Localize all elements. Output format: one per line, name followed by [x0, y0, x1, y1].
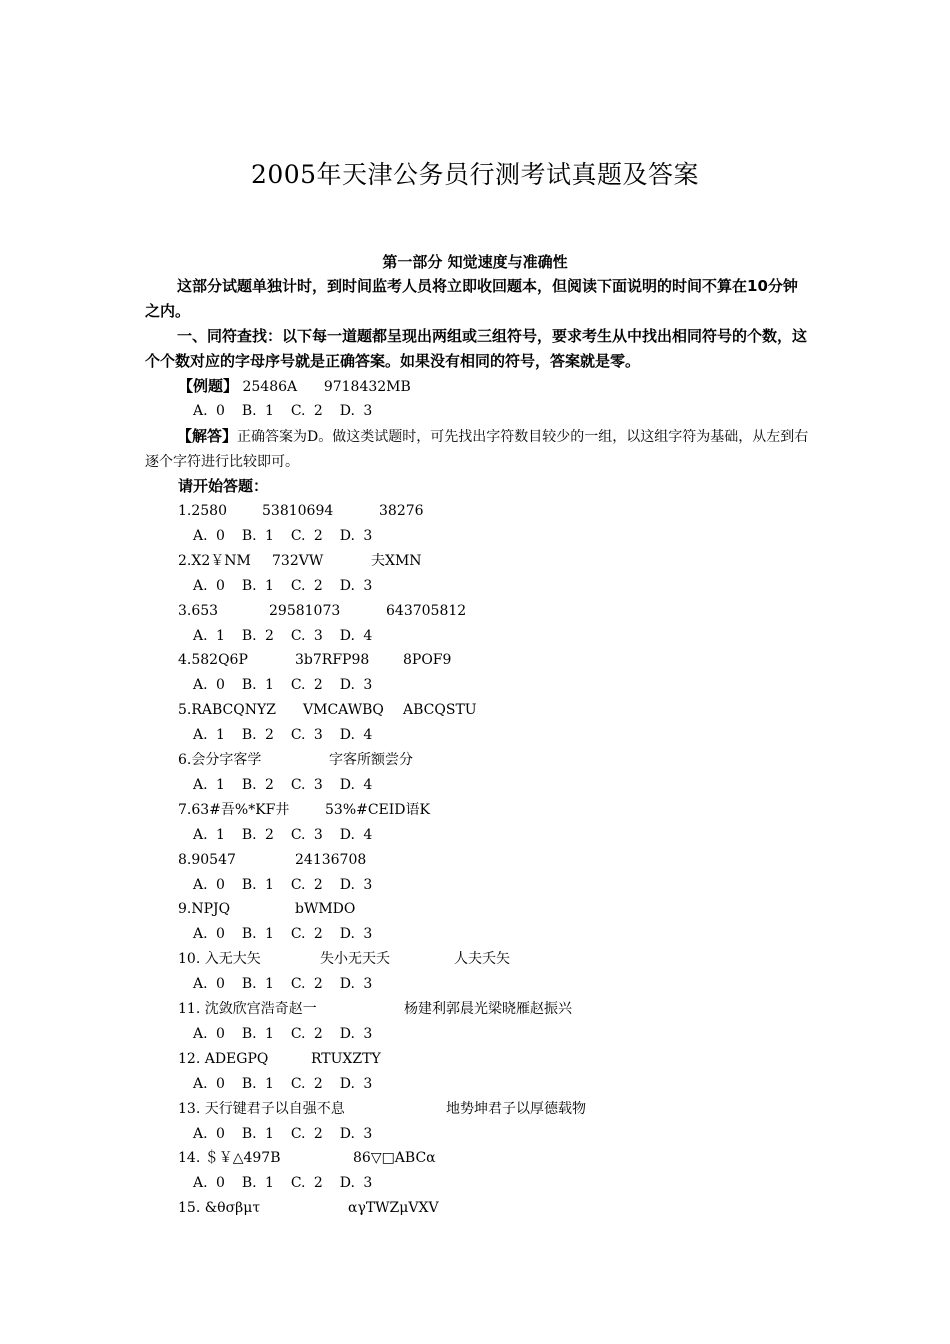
question-1-group-1: 1.2580 [178, 503, 227, 519]
question-6-group-2: 字客所额尝分 [329, 752, 413, 768]
example-line [178, 375, 411, 398]
question-3-group-3: 643705812 [386, 602, 467, 619]
example-group-2: 9718432MB [323, 379, 411, 395]
question-4-options: A. 0 B. 1 C. 2 D. 3 [193, 677, 373, 694]
question-9-options: A. 0 B. 1 C. 2 D. 3 [193, 926, 373, 943]
question-8-group-1: 8.90547 [178, 851, 236, 868]
question-5-group-2: VMCAWBQ [303, 702, 384, 719]
question-14-group-2: 86▽□ABCα [353, 1150, 436, 1167]
question-4-group-3: 8POF9 [403, 652, 452, 669]
question-10-group-2: 失小无天夭 [320, 951, 390, 968]
question-13-group-1: 13. 天行键君子以自强不息 [178, 1100, 345, 1117]
start-label: 请开始答题： [178, 477, 269, 495]
question-8-group-2: 24136708 [295, 851, 367, 868]
question-12-group-1: 12. ADEGPQ [178, 1050, 269, 1067]
question-14-options: A. 0 B. 1 C. 2 D. 3 [193, 1175, 373, 1192]
question-9-group-2: bWMDO [295, 901, 356, 918]
question-2-options: A. 0 B. 1 C. 2 D. 3 [193, 577, 373, 594]
example-group-1: 25486A [242, 379, 298, 395]
question-7-group-2: 53%#CEID语K [325, 801, 430, 818]
question-1-group-2: 53810694 [262, 503, 334, 519]
example-label: 【例题】 [178, 377, 239, 395]
question-13-options: A. 0 B. 1 C. 2 D. 3 [193, 1125, 373, 1142]
answer-label: 【解答】 [177, 427, 238, 445]
question-7-group-1: 7.63#吾%*KF井 [178, 801, 290, 818]
answer-text: 正确答案为D。做这类试题时，可先找出字符数目较少的一组，以这组字符为基础，从左到右逐个字符进行比较即可。 [145, 429, 809, 470]
question-10-options: A. 0 B. 1 C. 2 D. 3 [193, 976, 373, 993]
intro-paragraph: 这部分试题单独计时，到时间监考人员将立即收回题本，但阅读下面说明的时间不算在10分钟之内。 [145, 277, 798, 320]
question-8-options: A. 0 B. 1 C. 2 D. 3 [193, 876, 373, 893]
example-options: A. 0 B. 1 C. 2 D. 3 [193, 403, 373, 419]
question-15-group-1: 15. &θσβμτ [178, 1200, 261, 1217]
question-12-group-2: RTUXZTY [311, 1050, 381, 1067]
question-1-options: A. 0 B. 1 C. 2 D. 3 [193, 528, 373, 544]
question-4-group-2: 3b7RFP98 [295, 652, 370, 669]
answer-paragraph [145, 424, 810, 475]
question-5-options: A. 1 B. 2 C. 3 D. 4 [193, 727, 373, 744]
question-2-group-2: 732VW [272, 552, 324, 569]
question-9-group-1: 9.NPJQ [178, 901, 231, 918]
document-title: 2005年天津公务员行测考试真题及答案 [250, 160, 700, 189]
question-4-group-1: 4.582Q6P [178, 652, 248, 669]
question-11-options: A. 0 B. 1 C. 2 D. 3 [193, 1026, 373, 1042]
question-11-group-2: 杨建利郭晨光梁晓雁赵振兴 [404, 1001, 572, 1017]
question-10-group-3: 人夫夭矢 [454, 951, 510, 968]
section-title: 第一部分 知觉速度与准确性 [382, 253, 568, 271]
question-14-group-1: 14. ＄￥△497B [178, 1150, 281, 1167]
question-2-group-3: 夫XMN [371, 552, 422, 569]
question-13-group-2: 地势坤君子以厚德载物 [446, 1100, 586, 1117]
question-2-group-1: 2.X2￥NM [178, 552, 251, 569]
instruction-paragraph: 一、同符查找：以下每一道题都呈现出两组或三组符号，要求考生从中找出相同符号的个数，这个个数对应的字母序号就是正确答案。如果没有相同的符号，答案就是零。 [145, 327, 808, 370]
question-15-group-2: αγTWZμVXV [348, 1200, 439, 1217]
question-6-options: A. 1 B. 2 C. 3 D. 4 [193, 777, 373, 793]
question-5-group-3: ABCQSTU [403, 702, 477, 719]
question-3-group-2: 29581073 [269, 602, 341, 619]
question-3-options: A. 1 B. 2 C. 3 D. 4 [193, 627, 373, 644]
question-11-group-1: 11. 沈敛欣宫浩奇赵一 [178, 1001, 317, 1017]
question-7-options: A. 1 B. 2 C. 3 D. 4 [193, 826, 373, 843]
question-5-group-1: 5.RABCQNYZ [178, 702, 276, 719]
question-12-options: A. 0 B. 1 C. 2 D. 3 [193, 1075, 373, 1092]
question-6-group-1: 6.会分字客学 [178, 752, 262, 768]
question-3-group-1: 3.653 [178, 602, 219, 619]
question-10-group-1: 10. 入无大矢 [178, 951, 261, 968]
question-1-group-3: 38276 [379, 503, 424, 519]
